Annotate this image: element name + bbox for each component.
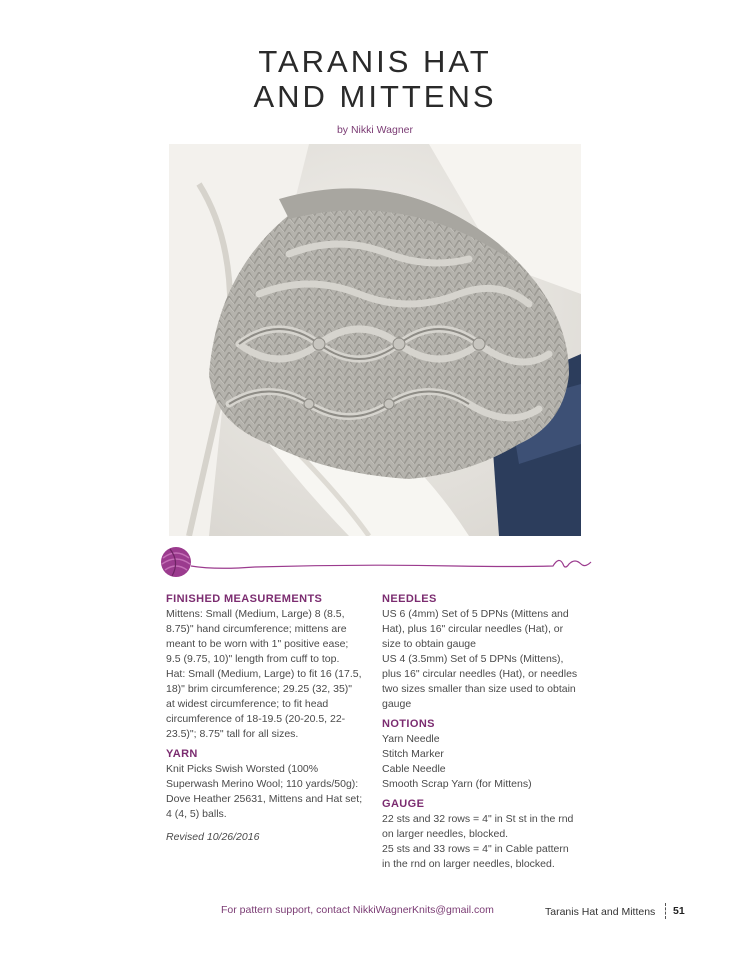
text-line: Cable Needle [382,763,446,775]
right-column [382,592,592,872]
author-byline: by Nikki Wagner [336,124,414,136]
text-line: at widest circumference; to fit head [166,698,329,710]
revised-date: Revised 10/26/2016 [166,831,260,843]
text-line: 4 (4, 5) balls. [166,808,227,820]
yarn-divider [155,540,595,588]
section-heading: YARN [166,748,198,760]
needles-section [382,592,592,712]
text-line: in the rnd on larger needles, blocked. [382,858,555,870]
text-line: meant to be worn with 1" positive ease; [166,638,349,650]
text-line: 18)" brim circumference; 29.25 (32, 35)" [166,683,353,695]
text-line: 8.75)" hand circumference; mittens are [166,623,347,635]
pattern-support-contact[interactable]: For pattern support, contact NikkiWagnerKnits@gmail.com [221,904,494,916]
text-line: circumference of 18-19.5 (20-20.5, 22- [166,713,346,725]
left-column [166,592,366,845]
yarn-section [166,747,366,822]
footer-pattern-title: Taranis Hat and Mittens [545,906,656,918]
text-line: two sizes smaller than size used to obtain [382,683,576,695]
text-line: Stitch Marker [382,748,444,760]
text-line: size to obtain gauge [382,638,476,650]
finished-measurements-section [166,592,366,742]
text-line: 22 sts and 32 rows = 4" in St st in the rnd [382,813,574,825]
text-line: US 6 (4mm) Set of 5 DPNs (Mittens and [382,608,569,620]
gauge-section [382,797,592,872]
notions-section [382,717,592,792]
yarn-ball-icon [161,547,191,577]
text-line: 25 sts and 33 rows = 4" in Cable pattern [382,843,569,855]
text-line: Yarn Needle [382,733,440,745]
mitten-photo [169,144,581,536]
text-line: Superwash Merino Wool; 110 yards/50g): [166,778,359,790]
text-line: Mittens: Small (Medium, Large) 8 (8.5, [166,608,345,620]
page-title-line-2: AND MITTENS [253,79,497,114]
text-line: 9.5 (9.75, 10)" length from cuff to top. [166,653,340,665]
page-title-line-1: TARANIS HAT [258,44,492,79]
text-line: Hat: Small (Medium, Large) to fit 16 (17.5, [166,668,362,680]
text-line: plus 16" circular needles (Hat), or needles [382,668,578,680]
page-title [0,44,750,114]
section-heading: GAUGE [382,798,425,810]
text-line: 23.5)"; 8.75" tall for all sizes. [166,728,299,740]
footer-divider [665,903,666,919]
text-line: Knit Picks Swish Worsted (100% [166,763,319,775]
section-heading: NOTIONS [382,718,435,730]
section-heading: NEEDLES [382,593,437,605]
text-line: Smooth Scrap Yarn (for Mittens) [382,778,532,790]
text-line: Hat), plus 16" circular needles (Hat), or [382,623,564,635]
text-line: Dove Heather 25631, Mittens and Hat set; [166,793,363,805]
text-line: gauge [382,698,412,710]
section-heading: FINISHED MEASUREMENTS [166,593,323,605]
page-number: 51 [673,905,685,917]
text-line: US 4 (3.5mm) Set of 5 DPNs (Mittens), [382,653,564,665]
text-line: on larger needles, blocked. [382,828,509,840]
